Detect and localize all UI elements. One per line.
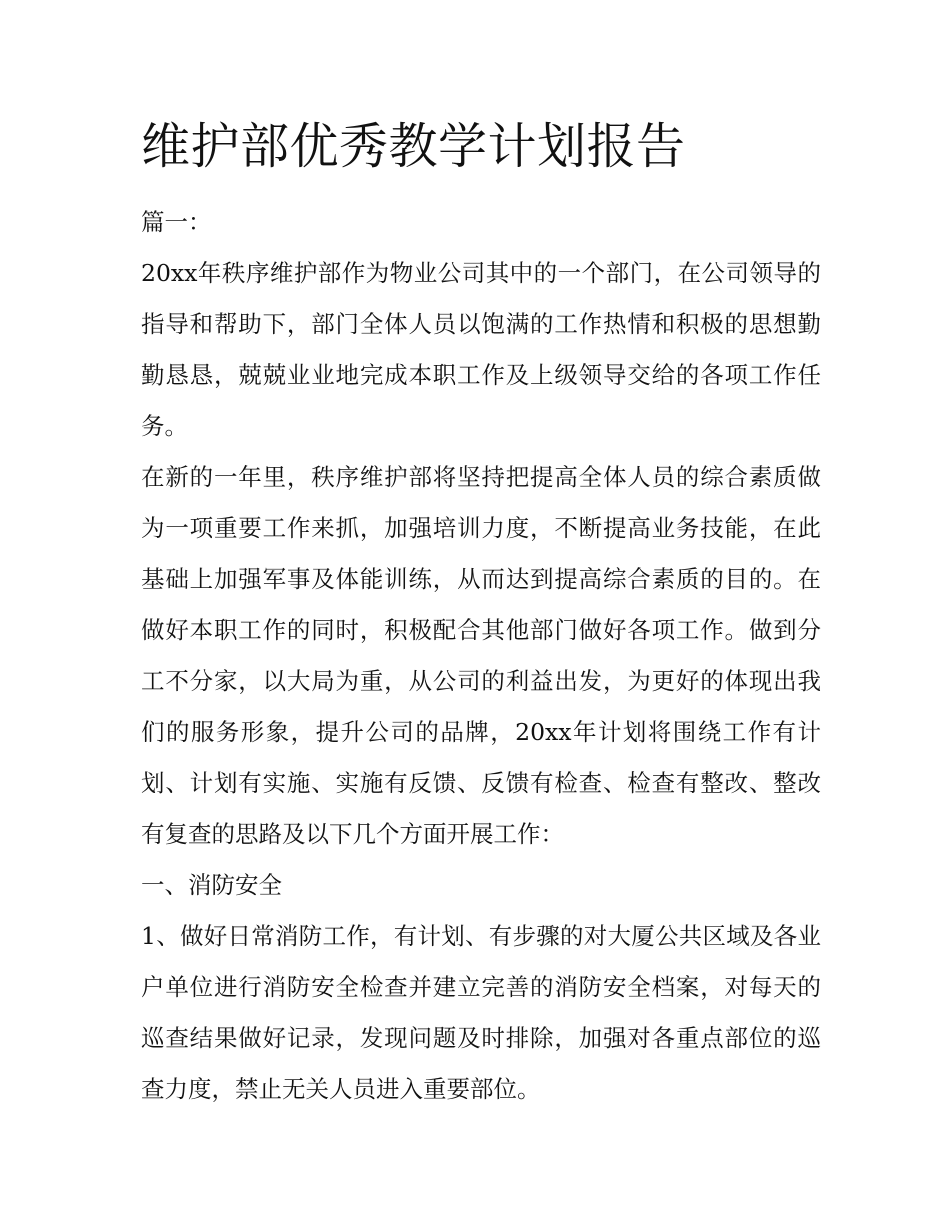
paragraph-intro: 20xx年秩序维护部作为物业公司其中的一个部门，在公司领导的指导和帮助下，部门全体人员以饱满的工作热情和积极的思想勤勤恳恳，兢兢业业地完成本职工作及上级领导交给的各项工作任务。	[141, 259, 821, 440]
paragraph-fire-safety-item-1: 1、做好日常消防工作，有计划、有步骤的对大厦公共区域及各业户单位进行消防安全检查并建立完善的消防安全档案，对每天的巡查结果做好记录，发现问题及时排除，加强对各重点部位的巡查力度，禁止无关人员进入重要部位。	[141, 922, 821, 1103]
document-body	[141, 197, 821, 1115]
paragraph-plan: 在新的一年里，秩序维护部将坚持把提高全体人员的综合素质做为一项重要工作来抓，加强培训力度，不断提高业务技能，在此基础上加强军事及体能训练，从而达到提高综合素质的目的。在做好本职工作的同时，积极配合其他部门做好各项工作。做到分工不分家，以大局为重，从公司的利益出发，为更好的体现出我们的服务形象，提升公司的品牌，20xx年计划将围绕工作有计划、计划有实施、实施有反馈、反馈有检查、检查有整改、整改有复查的思路及以下几个方面开展工作：	[141, 463, 821, 848]
document-title: 维护部优秀教学计划报告	[141, 118, 686, 175]
section-label: 篇一：	[141, 208, 212, 236]
section-heading-fire-safety: 一、消防安全	[141, 871, 282, 899]
